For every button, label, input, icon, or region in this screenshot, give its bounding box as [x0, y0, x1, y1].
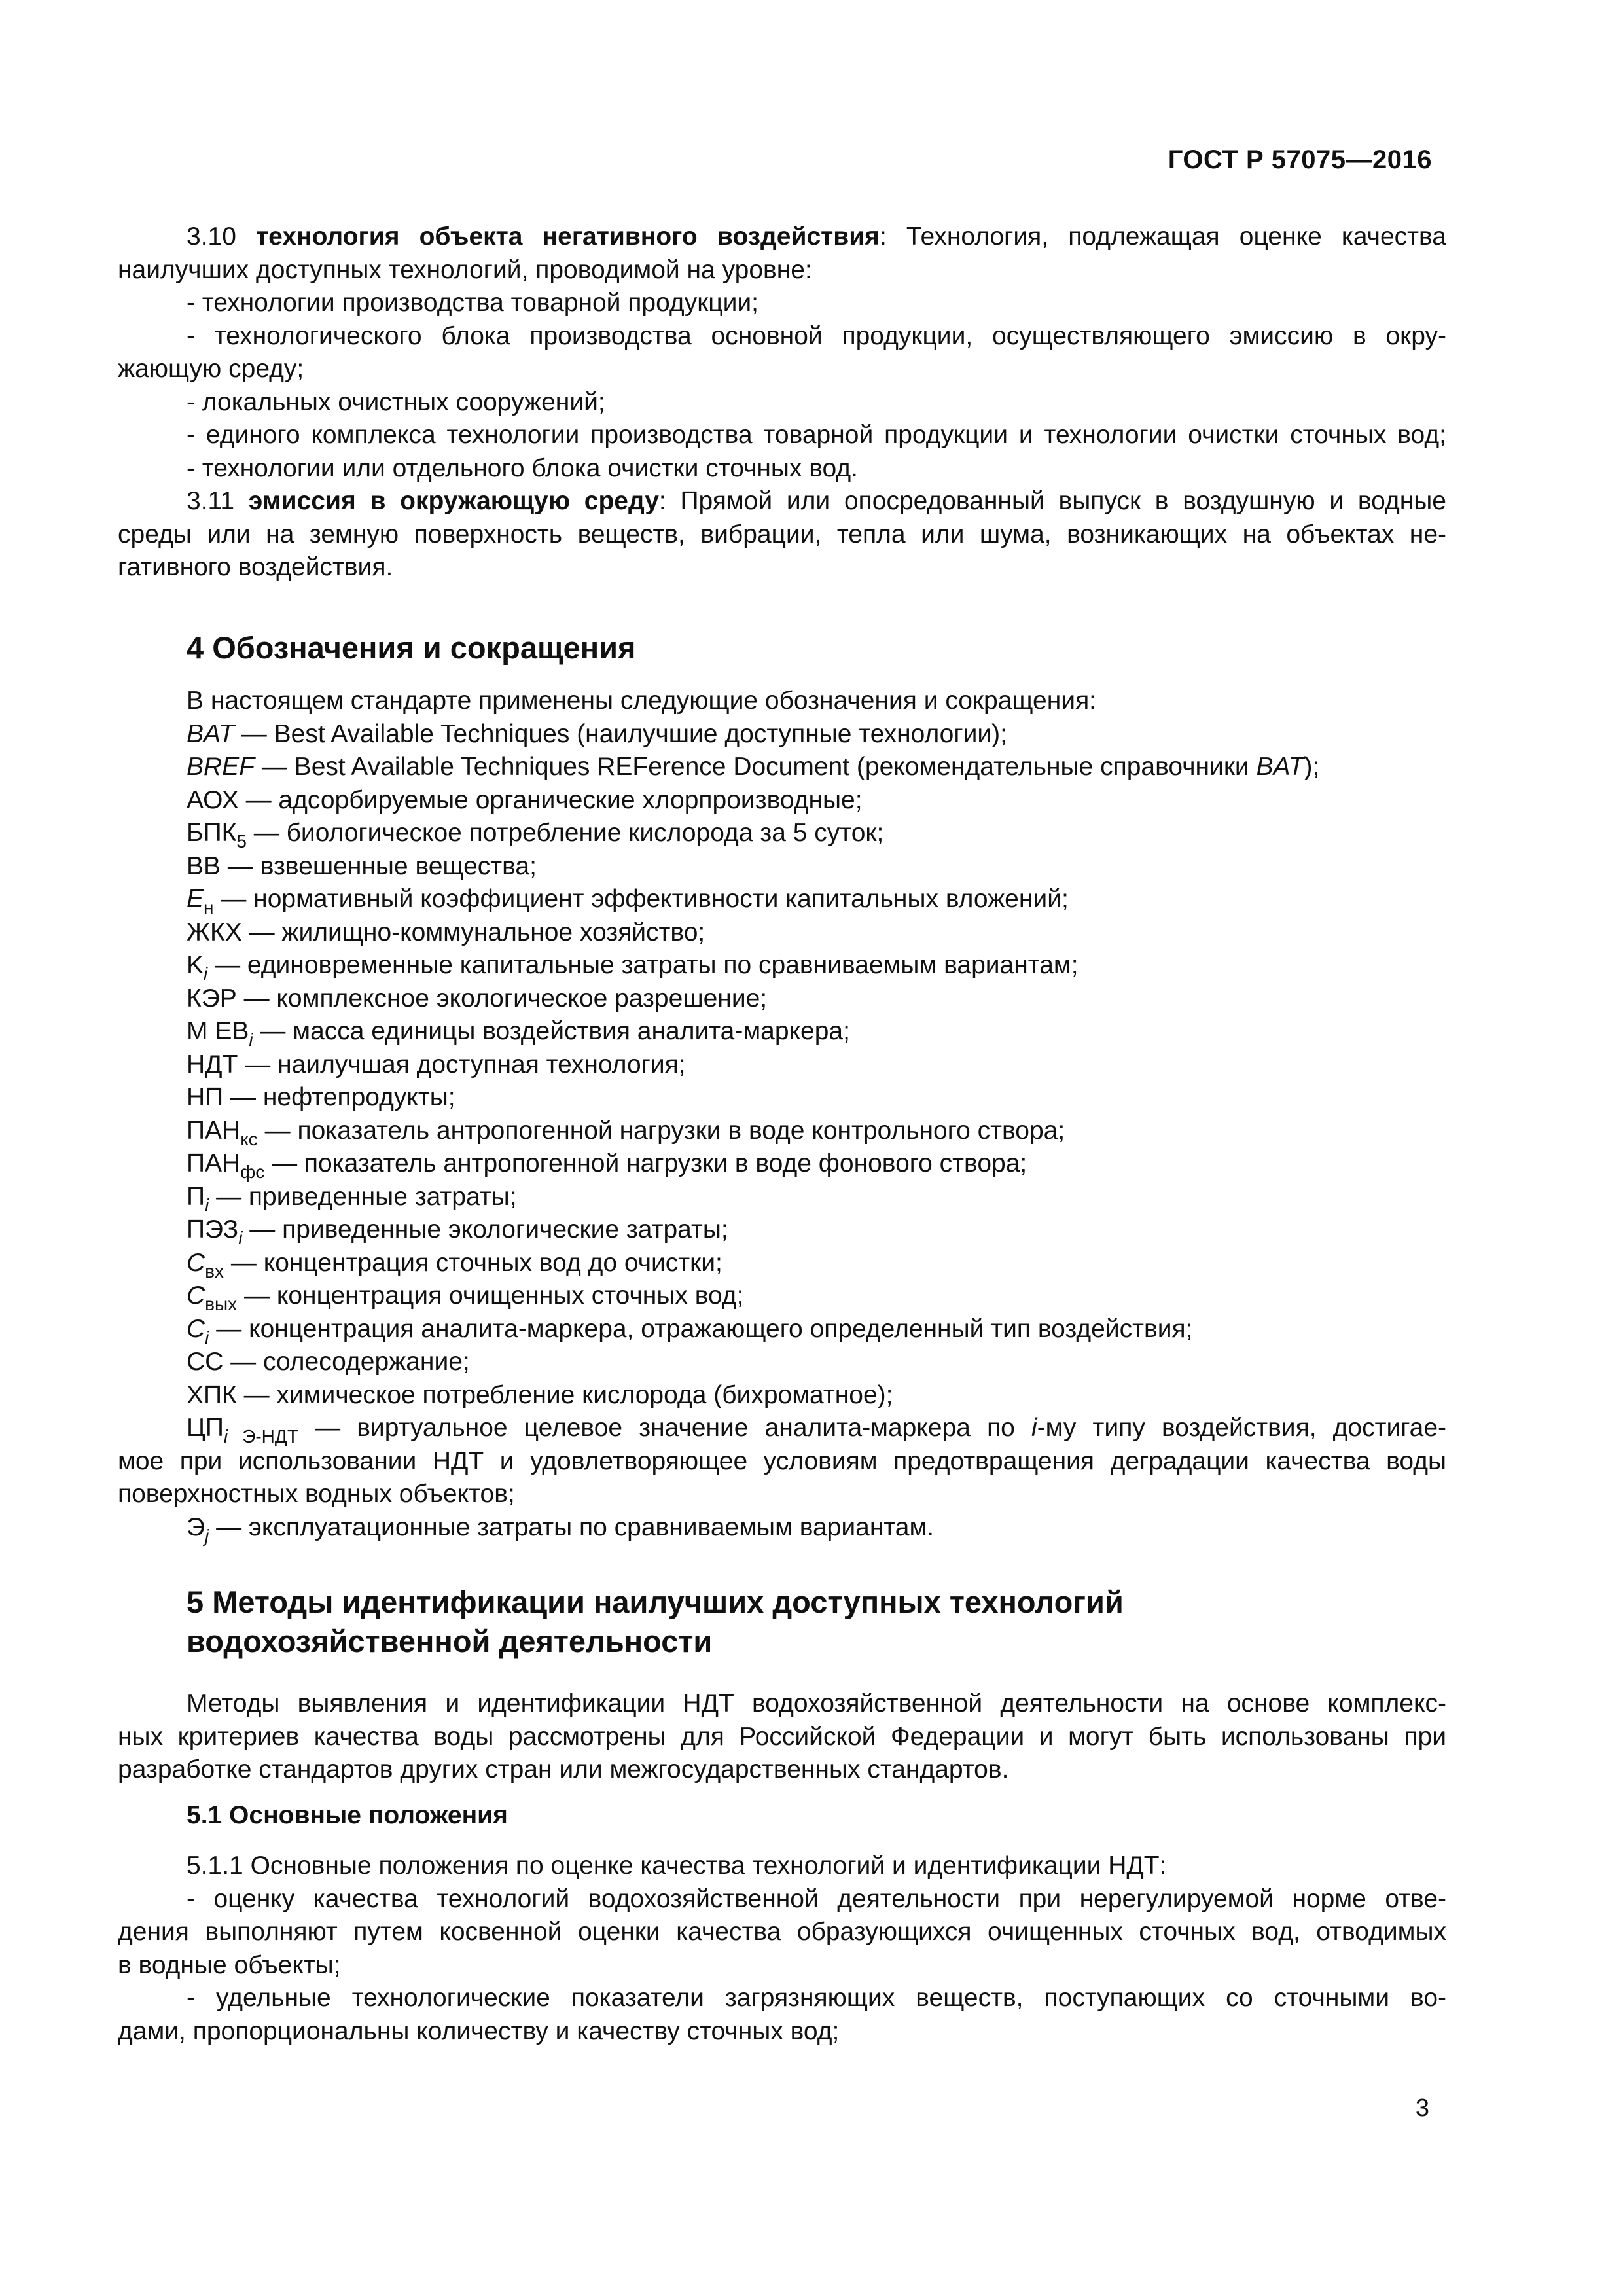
- abbreviation-subscript: кс: [240, 1128, 258, 1149]
- list-item-continued: жающую среду;: [118, 355, 304, 383]
- abbreviation-subscript: вых: [205, 1294, 238, 1314]
- section-5-intro: [118, 1687, 1446, 1787]
- abbreviations-intro: В настоящем стандарте применены следующие обозначения и сокращения:: [187, 687, 1097, 715]
- paragraph-line: разработке стандартов других стран или межгосударственных стандартов.: [118, 1755, 1009, 1784]
- abbreviation-item: [118, 883, 1446, 916]
- abbreviation-item: [118, 1346, 1446, 1379]
- abbreviation-item: [118, 718, 1446, 751]
- paragraph-line: Методы выявления и идентификации НДТ водохозяйственной деятельности на основе комплекс-: [187, 1689, 1446, 1717]
- clause-3-10: [118, 221, 1446, 485]
- abbreviation-subscript: i: [204, 963, 208, 984]
- abbreviation-subscript: вх: [205, 1261, 224, 1282]
- abbreviation-item: [118, 751, 1446, 784]
- abbreviation-item: [118, 982, 1446, 1016]
- abbreviation-item: [118, 916, 1446, 950]
- abbreviation-definition: — виртуальное целевое значение аналита-маркера по: [298, 1414, 1032, 1442]
- abbreviation-definition: — концентрация очищенных сточных вод;: [237, 1282, 744, 1310]
- abbreviation-definition: — масса единицы воздействия аналита-маркера;: [253, 1017, 850, 1045]
- abbreviation-definition: — показатель антропогенной нагрузки в воде контрольного створа;: [257, 1116, 1065, 1145]
- abbreviations-list: [118, 685, 1446, 1544]
- abbreviation-subscript: i: [205, 1327, 209, 1348]
- abbreviation-item: [118, 1280, 1446, 1313]
- abbreviation-symbol: C: [187, 1248, 205, 1277]
- abbreviation-definition: — химическое потребление кислорода (бихроматное);: [236, 1380, 893, 1409]
- abbreviation-definition: — Best Available Techniques REFerence Document (рекомендательные справочники: [255, 753, 1257, 781]
- abbreviation-subscript: фс: [240, 1162, 265, 1182]
- section-4-heading: 4 Обозначения и сокращения: [187, 630, 636, 665]
- list-item: - удельные технологические показатели загрязняющих веществ, поступающих со сточными во-: [187, 1984, 1446, 2012]
- list-item: - единого комплекса технологии производства товарной продукции и технологии очистки сточных вод;: [187, 421, 1446, 449]
- abbreviation-symbol: ЦП: [187, 1414, 224, 1442]
- abbreviation-item: [118, 817, 1446, 850]
- list-item-continued: дения выполняют путем косвенной оценки качества образующихся очищенных сточных вод, отводимых: [118, 1918, 1446, 1946]
- abbreviation-definition-italic: i: [1031, 1414, 1037, 1442]
- abbreviation-subscript: i: [249, 1030, 253, 1050]
- abbreviation-definition-italic: BAT: [1256, 753, 1304, 781]
- abbreviation-item: [118, 1213, 1446, 1247]
- subsection-5-1-heading: 5.1 Основные положения: [187, 1801, 508, 1829]
- abbreviation-symbol: ПАН: [187, 1116, 241, 1145]
- abbreviation-definition: — нефтепродукты;: [223, 1083, 455, 1111]
- abbreviation-subscript: 5: [236, 831, 247, 852]
- abbreviation-definition-tail: -му типу воздействия, достигае-: [1037, 1414, 1447, 1442]
- list-item: - оценку качества технологий водохозяйственной деятельности при нерегулируемой норме отве-: [187, 1884, 1446, 1913]
- abbreviation-symbol: П: [187, 1182, 205, 1211]
- abbreviation-symbol: K: [187, 951, 204, 979]
- clause-3-11-line-1: 3.11 эмиссия в окружающую среду: Прямой или опосредованный выпуск в воздушную и водные: [187, 487, 1446, 515]
- abbreviation-symbol: АОХ: [187, 785, 239, 814]
- abbreviation-definition: — нормативный коэффициент эффективности капитальных вложений;: [213, 885, 1069, 913]
- abbreviation-item-continued: поверхностных водных объектов;: [118, 1480, 515, 1508]
- abbreviation-symbol: E: [187, 885, 204, 913]
- abbreviation-symbol: НДТ: [187, 1050, 238, 1079]
- abbreviation-subscript: i: [205, 1194, 209, 1215]
- abbreviation-definition: — приведенные затраты;: [209, 1182, 517, 1211]
- abbreviation-definition-tail: );: [1304, 753, 1320, 781]
- clause-3-11-line: гативного воздействия.: [118, 553, 393, 581]
- document-header-id: ГОСТ Р 57075—2016: [1168, 145, 1432, 174]
- clause-3-11: [118, 485, 1446, 584]
- abbreviation-item: [118, 1313, 1446, 1346]
- abbreviation-item: [118, 1511, 1446, 1545]
- abbreviation-definition: — эксплуатационные затраты по сравниваемым вариантам.: [209, 1513, 935, 1541]
- abbreviation-subscript: i Э-НДТ: [223, 1426, 298, 1446]
- list-item-continued: в водные объекты;: [118, 1950, 341, 1979]
- clause-5-1-1: [118, 1850, 1446, 2048]
- abbreviation-definition: — адсорбируемые органические хлорпроизводные;: [238, 785, 863, 814]
- abbreviation-subscript: i: [238, 1228, 243, 1248]
- list-item: - технологии производства товарной продукции;: [187, 289, 758, 317]
- list-item: - технологии или отдельного блока очистки сточных вод.: [187, 454, 858, 482]
- paragraph-line: 5.1.1 Основные положения по оценке качества технологий и идентификации НДТ:: [187, 1852, 1167, 1880]
- abbreviation-definition: — концентрация сточных вод до очистки;: [224, 1248, 722, 1277]
- list-item: - локальных очистных сооружений;: [187, 387, 605, 416]
- abbreviation-definition: — комплексное экологическое разрешение;: [236, 984, 768, 1013]
- abbreviation-definition: — единовременные капитальные затраты по сравниваемым вариантам;: [207, 951, 1079, 979]
- abbreviation-symbol: C: [187, 1314, 205, 1343]
- abbreviation-item: [118, 1049, 1446, 1082]
- section-5-heading-line-2: водохозяйственной деятельности: [187, 1624, 713, 1659]
- abbreviation-definition: — показатель антропогенной нагрузки в воде фонового створа;: [264, 1149, 1027, 1177]
- abbreviation-definition: — Best Available Techniques (наилучшие доступные технологии);: [234, 719, 1007, 748]
- term-3-10: технология объекта негативного воздействия: [256, 223, 880, 251]
- abbreviation-subscript: н: [204, 897, 214, 918]
- abbreviation-symbol: ВВ: [187, 852, 221, 880]
- abbreviation-item: [118, 850, 1446, 884]
- abbreviation-symbol: БПК: [187, 819, 237, 847]
- clause-3-10-line-1: 3.10 технология объекта негативного воздействия: Технология, подлежащая оценке качества: [187, 223, 1446, 251]
- abbreviation-definition: — концентрация аналита-маркера, отражающего определенный тип воздействия;: [209, 1314, 1193, 1343]
- abbreviation-symbol: ЖКХ: [187, 918, 242, 946]
- abbreviation-symbol: М ЕВ: [187, 1017, 249, 1045]
- abbreviation-definition: — приведенные экологические затраты;: [242, 1215, 728, 1244]
- abbreviation-item: [118, 1081, 1446, 1115]
- abbreviation-item: [118, 1247, 1446, 1280]
- abbreviation-item: [118, 1379, 1446, 1412]
- abbreviation-definition: — жилищно-коммунальное хозяйство;: [241, 918, 705, 946]
- list-item-continued: дами, пропорциональны количеству и качеству сточных вод;: [118, 2017, 840, 2045]
- abbreviation-symbol: КЭР: [187, 984, 237, 1013]
- abbreviation-symbol: BREF: [187, 753, 255, 781]
- abbreviation-definition: — биологическое потребление кислорода за 5 суток;: [246, 819, 884, 847]
- section-5-heading-line-1: 5 Методы идентификации наилучших доступных технологий: [187, 1585, 1124, 1619]
- abbreviation-item: [118, 949, 1446, 982]
- abbreviation-symbol: Э: [187, 1513, 205, 1541]
- abbreviation-definition: — наилучшая доступная технология;: [238, 1050, 686, 1079]
- abbreviation-item: [118, 784, 1446, 817]
- abbreviation-symbol: C: [187, 1282, 205, 1310]
- abbreviation-definition: — взвешенные вещества;: [221, 852, 537, 880]
- abbreviation-item-continued: мое при использовании НДТ и удовлетворяющее условиям предотвращения деградации качества воды: [118, 1446, 1446, 1475]
- abbreviation-symbol: ХПК: [187, 1380, 237, 1409]
- abbreviation-symbol: ПЭЗ: [187, 1215, 239, 1244]
- clause-3-10-line: наилучших доступных технологий, проводимой на уровне:: [118, 255, 812, 284]
- term-3-11: эмиссия в окружающую среду: [248, 487, 659, 515]
- abbreviation-symbol: ПАН: [187, 1149, 241, 1177]
- abbreviation-item: [118, 1181, 1446, 1214]
- paragraph-line: ных критериев качества воды рассмотрены для Российской Федерации и могут быть использованы при: [118, 1722, 1446, 1751]
- abbreviation-symbol: НП: [187, 1083, 224, 1111]
- abbreviation-item: [118, 1147, 1446, 1181]
- abbreviation-item: [118, 1015, 1446, 1049]
- clause-3-11-line: среды или на земную поверхность веществ, вибрации, тепла или шума, возникающих на объектах не-: [118, 520, 1446, 548]
- abbreviation-symbol: BAT: [187, 719, 234, 748]
- abbreviation-symbol: СС: [187, 1348, 224, 1376]
- abbreviation-definition: — солесодержание;: [223, 1348, 470, 1376]
- page-number: 3: [1415, 2094, 1429, 2122]
- list-item: - технологического блока производства основной продукции, осуществляющего эмиссию в окру-: [187, 321, 1446, 350]
- abbreviation-item: [118, 1412, 1446, 1445]
- abbreviation-item: [118, 1115, 1446, 1148]
- abbreviation-subscript: j: [205, 1525, 209, 1546]
